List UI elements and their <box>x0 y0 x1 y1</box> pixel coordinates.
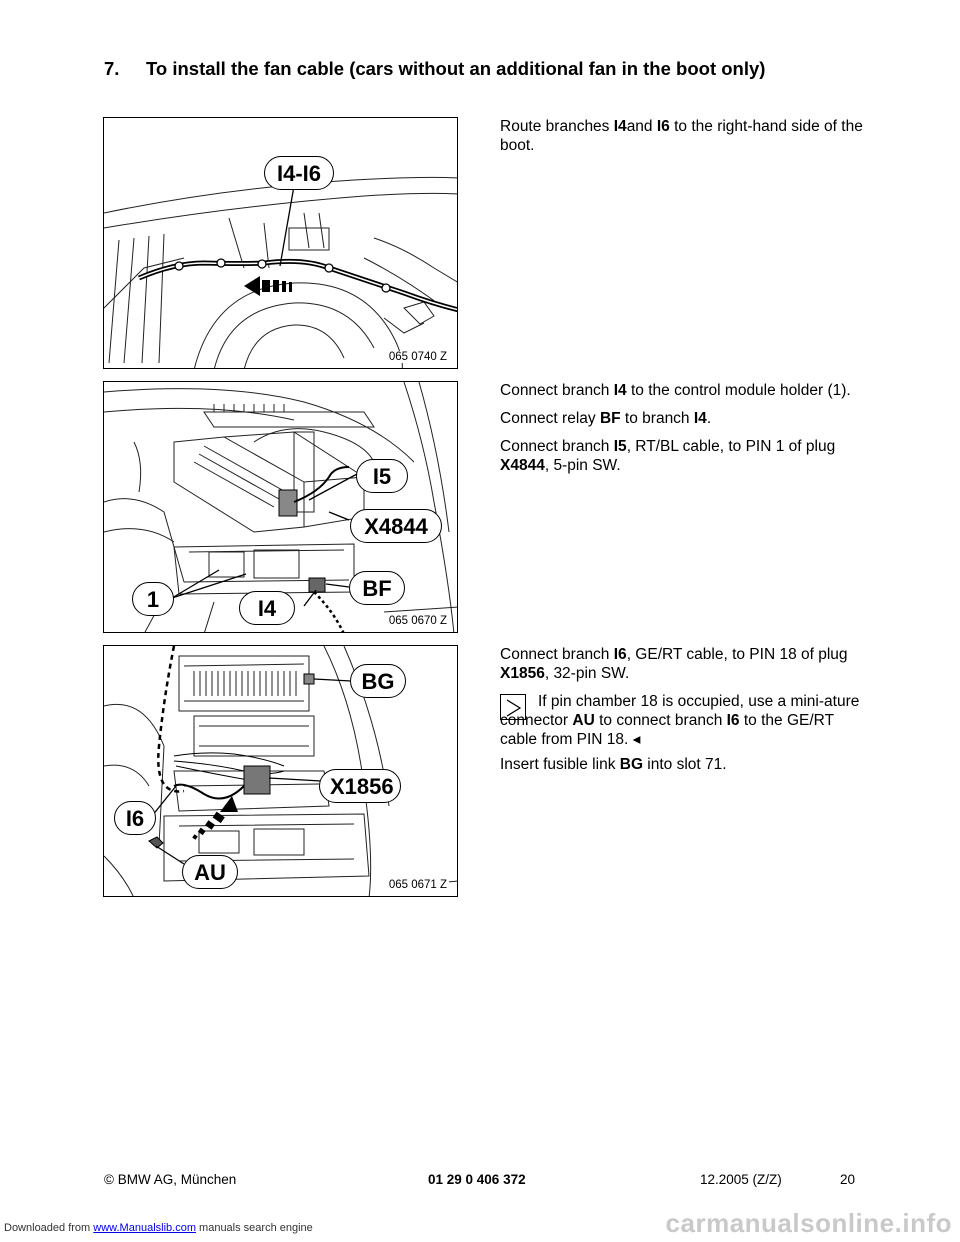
callout-i6: I6 <box>114 801 156 835</box>
section-title: To install the fan cable (cars without an additional fan in the boot only) <box>146 58 766 79</box>
manualslib-link[interactable]: www.Manualslib.com <box>93 1222 196 1234</box>
callout-x4844: X4844 <box>350 509 442 543</box>
callout-i4: I4 <box>239 591 295 625</box>
callout-1: 1 <box>132 582 174 616</box>
figure-code: 065 0671 Z <box>388 879 447 891</box>
section-heading <box>104 58 765 80</box>
section-number: 7. <box>104 58 120 79</box>
callout-bg: BG <box>350 664 406 698</box>
footer-part-number: 01 29 0 406 372 <box>428 1172 526 1187</box>
figure-control-module <box>103 381 458 633</box>
callout-i4-i6: I4-I6 <box>264 156 334 190</box>
callout-x1856: X1856 <box>319 769 401 803</box>
step-connect-branches <box>500 381 870 484</box>
callout-au: AU <box>182 855 238 889</box>
step-insert-fusible-link <box>500 755 870 783</box>
paragraph: Connect relay BF to branch I4. <box>500 410 712 427</box>
paragraph: Insert fusible link BG into slot 71. <box>500 756 727 773</box>
watermark-logo: carmanualsonline.info <box>665 1208 952 1238</box>
footer-date: 12.2005 (Z/Z) <box>700 1172 782 1187</box>
paragraph: Connect branch I4 to the control module holder (1). <box>500 382 851 399</box>
paragraph: Connect branch I5, RT/BL cable, to PIN 1 of plug X4844, 5-pin SW. <box>500 438 836 474</box>
note-text: If pin chamber 18 is occupied, use a mini-ature connector AU to connect branch I6 to the GE/RT cable from PIN 18. ◂ <box>500 693 860 748</box>
paragraph: Route branches I4and I6 to the right-hand side of the boot. <box>500 118 863 154</box>
note-box <box>500 692 870 749</box>
figure-boot-routing <box>103 117 458 369</box>
footer-copyright: © BMW AG, München <box>104 1172 237 1187</box>
callout-i5: I5 <box>356 459 408 493</box>
figure-code: 065 0670 Z <box>388 615 447 627</box>
step-connect-i6 <box>500 645 870 692</box>
paragraph: Connect branch I6, GE/RT cable, to PIN 18 of plug X1856, 32-pin SW. <box>500 646 848 682</box>
figure-code: 065 0740 Z <box>388 351 447 363</box>
step-route-branches <box>500 117 870 164</box>
footer-page-number: 20 <box>840 1172 856 1187</box>
download-notice: Downloaded from www.Manualslib.com manuals search engine <box>4 1222 313 1234</box>
figure-fuse-box <box>103 645 458 897</box>
note-triangle-icon <box>500 694 526 720</box>
callout-bf: BF <box>349 571 405 605</box>
